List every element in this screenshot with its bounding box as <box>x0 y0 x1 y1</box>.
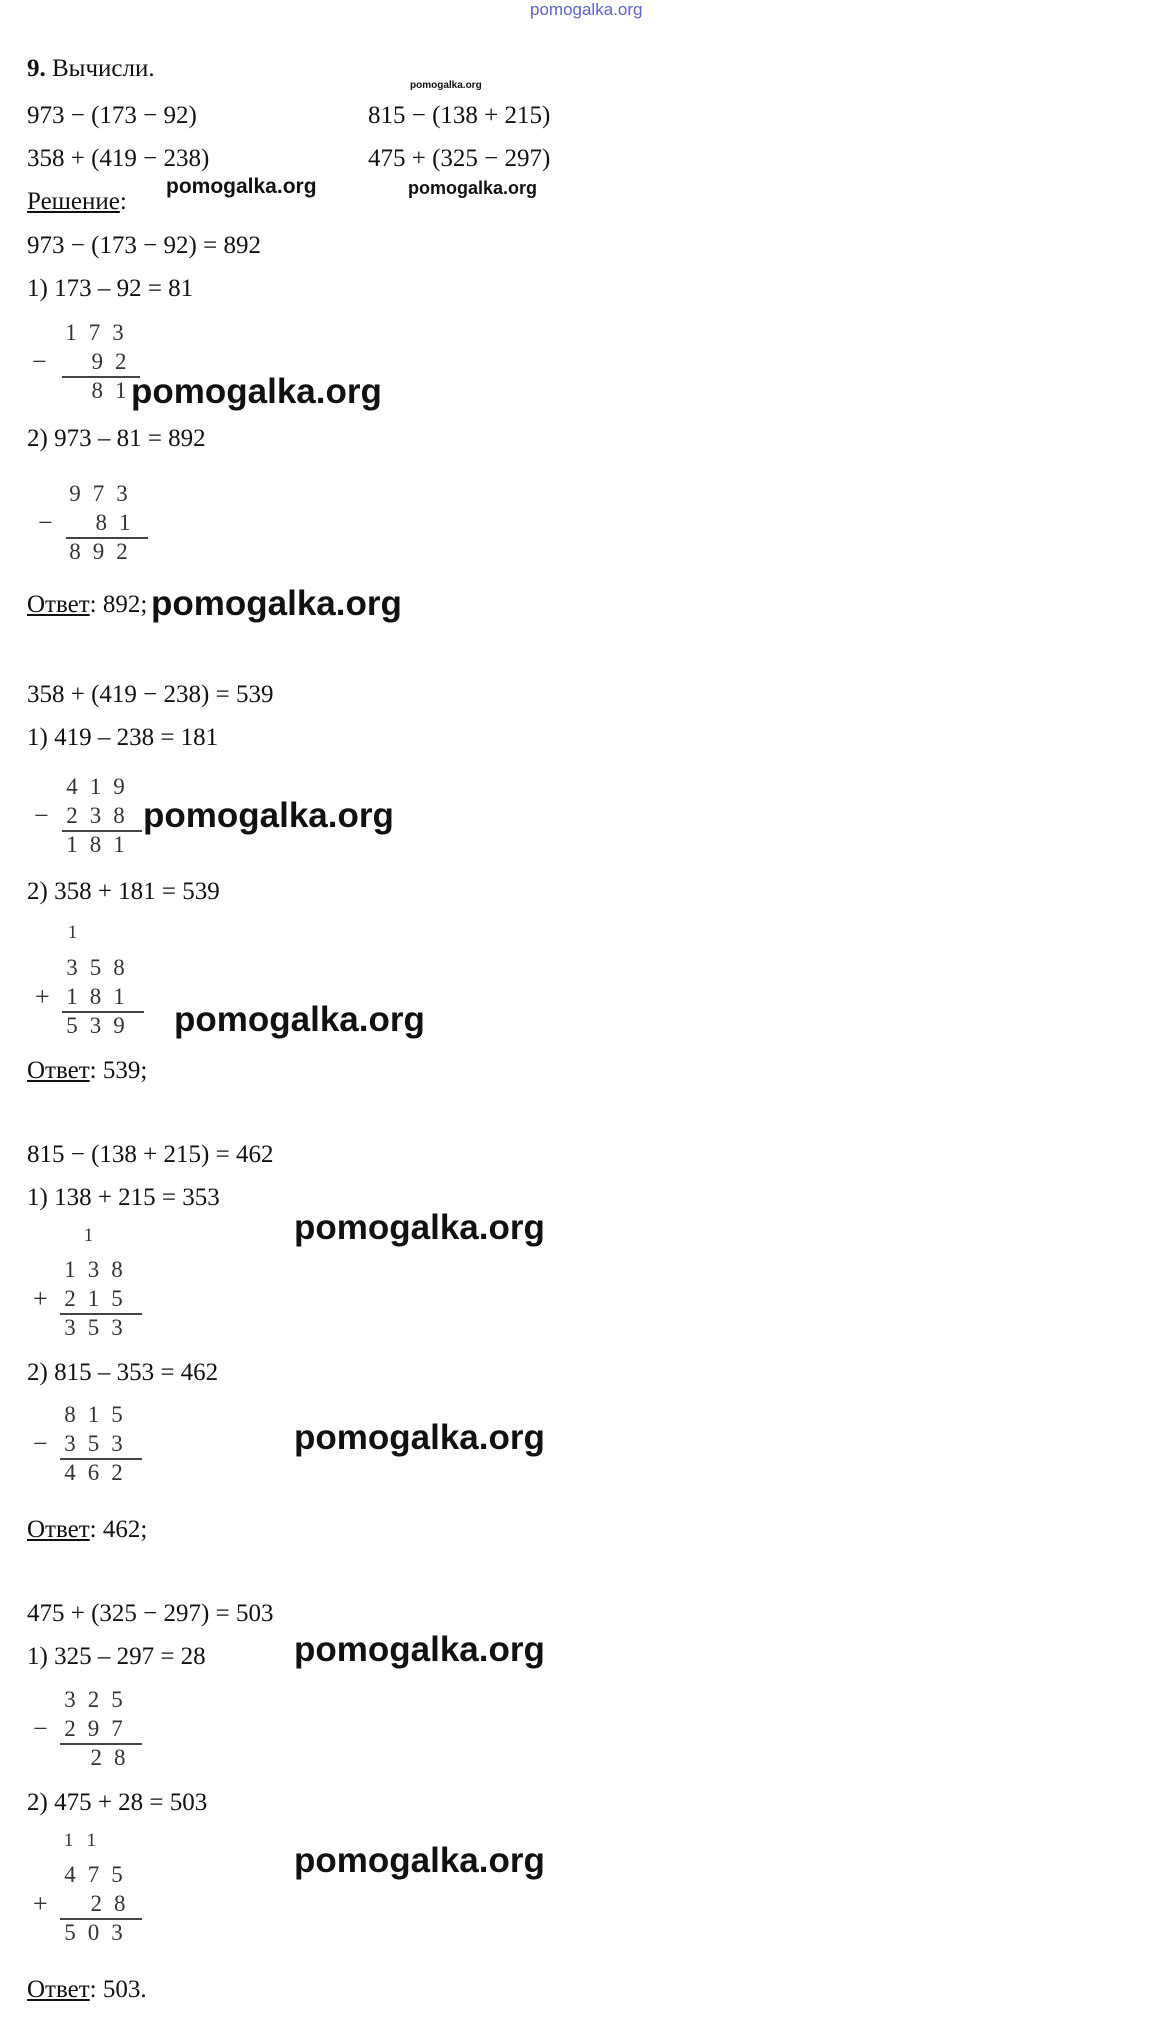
answer-value: : 503. <box>89 1976 147 2003</box>
block-2-step-2: 2) 358 + 181 = 539 <box>27 878 220 905</box>
solution-label-colon: : <box>119 188 127 215</box>
carry-digits: 1 <box>67 922 78 943</box>
column-top: 973 <box>69 481 140 506</box>
column-bottom: 215 <box>64 1286 135 1311</box>
block-3-step-2: 2) 815 – 353 = 462 <box>27 1359 219 1386</box>
column-result: 81 <box>91 378 139 403</box>
watermark: pomogalka.org <box>294 1841 545 1880</box>
answer-value: : 462; <box>89 1516 148 1543</box>
task-expression-3: 358 + (419 − 238) <box>27 145 210 172</box>
column-result: 181 <box>66 832 137 857</box>
watermark: pomogalka.org <box>410 80 482 91</box>
column-top: 419 <box>66 774 137 799</box>
watermark: pomogalka.org <box>294 1418 545 1457</box>
task-expression-1: 973 − (173 − 92) <box>27 102 197 129</box>
column-bottom: 238 <box>66 803 137 828</box>
minus-sign: − <box>33 1429 48 1458</box>
plus-sign: + <box>33 1889 48 1918</box>
watermark: pomogalka.org <box>294 1630 545 1669</box>
column-top: 475 <box>64 1862 135 1887</box>
column-result: 539 <box>66 1013 137 1038</box>
watermark: pomogalka.org <box>166 175 317 198</box>
block-3-step-1: 1) 138 + 215 = 353 <box>27 1184 220 1211</box>
answer-value: : 539; <box>89 1057 148 1084</box>
block-3-expression: 815 − (138 + 215) = 462 <box>27 1141 274 1168</box>
watermark: pomogalka.org <box>174 1000 425 1039</box>
task-expression-4: 475 + (325 − 297) <box>368 145 551 172</box>
block-4-step-2: 2) 475 + 28 = 503 <box>27 1789 208 1816</box>
minus-sign: − <box>33 1714 48 1743</box>
block-4-step-1: 1) 325 – 297 = 28 <box>27 1643 206 1670</box>
watermark: pomogalka.org <box>294 1208 545 1247</box>
column-bottom: 297 <box>64 1716 135 1741</box>
block-1-step-2: 2) 973 – 81 = 892 <box>27 425 206 452</box>
carry-digits: 11 <box>63 1830 111 1851</box>
column-result: 28 <box>90 1745 138 1770</box>
header-watermark[interactable]: pomogalka.org <box>530 0 643 19</box>
watermark: pomogalka.org <box>408 178 538 198</box>
task-expression-2: 815 − (138 + 215) <box>368 102 551 129</box>
column-result: 462 <box>64 1460 135 1485</box>
carry-digits: 1 <box>83 1225 94 1246</box>
column-bottom: 81 <box>95 510 143 535</box>
column-top: 138 <box>64 1257 135 1282</box>
watermark: pomogalka.org <box>131 372 382 411</box>
block-2-expression: 358 + (419 − 238) = 539 <box>27 681 274 708</box>
plus-sign: + <box>35 982 50 1011</box>
watermark: pomogalka.org <box>151 584 402 623</box>
block-1-answer <box>27 590 147 620</box>
column-result: 353 <box>64 1315 135 1340</box>
column-top: 325 <box>64 1687 135 1712</box>
column-top: 173 <box>65 320 136 345</box>
minus-sign: − <box>38 508 53 537</box>
solution-label <box>27 187 127 217</box>
solution-label-text: Решение <box>27 188 120 215</box>
task-number: 9. <box>27 55 46 82</box>
column-bottom: 353 <box>64 1431 135 1456</box>
block-1-step-1: 1) 173 – 92 = 81 <box>27 275 194 302</box>
answer-label: Ответ <box>27 1057 90 1084</box>
minus-sign: − <box>34 801 49 830</box>
block-2-answer <box>27 1056 147 1086</box>
task-heading <box>27 54 155 84</box>
column-top: 815 <box>64 1402 135 1427</box>
answer-label: Ответ <box>27 1516 90 1543</box>
answer-label: Ответ <box>27 1976 90 2003</box>
column-result: 503 <box>64 1920 135 1945</box>
minus-sign: − <box>32 347 47 376</box>
column-result: 892 <box>69 539 140 564</box>
task-title: Вычисли. <box>52 55 155 82</box>
block-1-expression: 973 − (173 − 92) = 892 <box>27 232 261 259</box>
column-bottom: 92 <box>91 349 139 374</box>
block-3-answer <box>27 1515 147 1545</box>
column-bottom: 181 <box>66 984 137 1009</box>
plus-sign: + <box>33 1284 48 1313</box>
block-4-expression: 475 + (325 − 297) = 503 <box>27 1600 274 1627</box>
block-4-answer <box>27 1975 147 2005</box>
block-2-step-1: 1) 419 – 238 = 181 <box>27 724 219 751</box>
answer-value: : 892; <box>89 591 148 618</box>
answer-label: Ответ <box>27 591 90 618</box>
column-bottom: 28 <box>90 1891 138 1916</box>
column-top: 358 <box>66 955 137 980</box>
watermark: pomogalka.org <box>143 796 394 835</box>
